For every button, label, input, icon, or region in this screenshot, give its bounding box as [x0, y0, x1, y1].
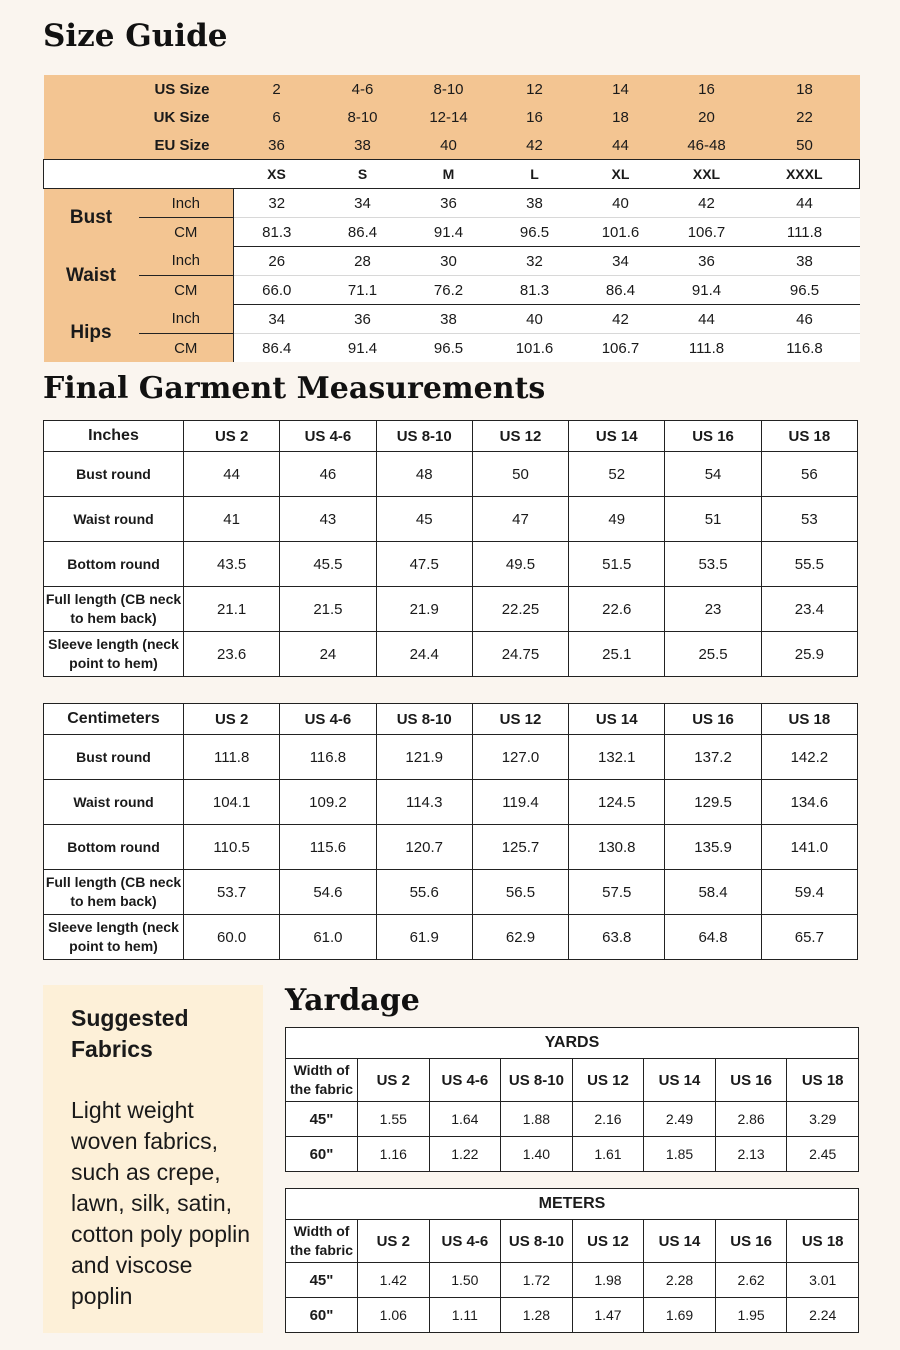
table-row [286, 1137, 859, 1172]
suggested-fabrics-title: Suggested Fabrics [71, 1005, 189, 1062]
size-header: US 14 [644, 1059, 716, 1102]
bust-inch-cell: 42 [664, 189, 750, 218]
value-cell: 127.0 [472, 735, 568, 780]
value-cell: 51.5 [569, 542, 665, 587]
bust-inch-cell: 36 [406, 189, 492, 218]
value-cell: 24 [280, 632, 376, 677]
row-label: Bottom round [44, 542, 184, 587]
value-cell: 2.86 [715, 1102, 787, 1137]
waist-inch-cell: 32 [492, 247, 578, 276]
us-size-cell: 14 [578, 75, 664, 103]
value-cell: 25.1 [569, 632, 665, 677]
hips-cm-cell: 86.4 [234, 334, 320, 363]
cm-unit-label: CM [139, 334, 234, 363]
bust-label: Bust [44, 189, 139, 247]
value-cell: 116.8 [280, 735, 376, 780]
yardage-title: Yardage [285, 983, 420, 1018]
value-cell: 1.16 [358, 1137, 430, 1172]
size-guide-table [43, 75, 860, 362]
size-header: US 4-6 [429, 1059, 501, 1102]
value-cell: 1.55 [358, 1102, 430, 1137]
value-cell: 1.42 [358, 1263, 430, 1298]
value-cell: 56.5 [472, 870, 568, 915]
value-cell: 56 [761, 452, 857, 497]
value-cell: 49 [569, 497, 665, 542]
value-cell: 124.5 [569, 780, 665, 825]
size-header: US 8-10 [376, 421, 472, 452]
value-cell: 58.4 [665, 870, 761, 915]
value-cell: 23.4 [761, 587, 857, 632]
value-cell: 1.22 [429, 1137, 501, 1172]
waist-cm-cell: 66.0 [234, 276, 320, 305]
uk-size-cell: 8-10 [320, 103, 406, 131]
us-size-cell: 8-10 [406, 75, 492, 103]
table-row [44, 870, 858, 915]
hips-inch-cell: 40 [492, 305, 578, 334]
bust-cm-cell: 91.4 [406, 218, 492, 247]
value-cell: 2.49 [644, 1102, 716, 1137]
us-size-cell: 4-6 [320, 75, 406, 103]
value-cell: 60.0 [184, 915, 280, 960]
letter-size-cell: XXXL [750, 160, 860, 189]
eu-size-cell: 46-48 [664, 131, 750, 160]
value-cell: 129.5 [665, 780, 761, 825]
value-cell: 23.6 [184, 632, 280, 677]
hips-cm-cell: 116.8 [750, 334, 860, 363]
size-header: US 2 [358, 1220, 430, 1263]
value-cell: 23 [665, 587, 761, 632]
width-of-fabric-label: Width of the fabric [286, 1220, 358, 1263]
value-cell: 3.01 [787, 1263, 859, 1298]
value-cell: 109.2 [280, 780, 376, 825]
size-header: US 18 [787, 1059, 859, 1102]
yards-caption-row [286, 1028, 859, 1059]
size-header: US 8-10 [501, 1059, 573, 1102]
value-cell: 43.5 [184, 542, 280, 587]
uk-size-cell: 16 [492, 103, 578, 131]
centimeters-label: Centimeters [44, 704, 184, 735]
value-cell: 2.62 [715, 1263, 787, 1298]
value-cell: 121.9 [376, 735, 472, 780]
bust-cm-cell: 86.4 [320, 218, 406, 247]
value-cell: 2.16 [572, 1102, 644, 1137]
letter-size-cell: S [320, 160, 406, 189]
hips-inch-cell: 34 [234, 305, 320, 334]
value-cell: 1.61 [572, 1137, 644, 1172]
meters-caption-row [286, 1189, 859, 1220]
value-cell: 45 [376, 497, 472, 542]
value-cell: 41 [184, 497, 280, 542]
uk-size-cell: 20 [664, 103, 750, 131]
uk-size-cell: 22 [750, 103, 860, 131]
hips-label: Hips [44, 305, 139, 363]
us-size-cell: 2 [234, 75, 320, 103]
us-size-cell: 18 [750, 75, 860, 103]
value-cell: 1.64 [429, 1102, 501, 1137]
waist-cm-cell: 81.3 [492, 276, 578, 305]
yards-header [286, 1059, 859, 1102]
garment-title: Final Garment Measurements [43, 371, 546, 406]
value-cell: 1.69 [644, 1298, 716, 1333]
waist-inch-cell: 38 [750, 247, 860, 276]
value-cell: 3.29 [787, 1102, 859, 1137]
fabric-width: 60" [286, 1298, 358, 1333]
table-row [44, 825, 858, 870]
hips-inch-cell: 36 [320, 305, 406, 334]
value-cell: 25.9 [761, 632, 857, 677]
value-cell: 104.1 [184, 780, 280, 825]
waist-inch-row [44, 247, 860, 276]
value-cell: 21.9 [376, 587, 472, 632]
garment-cm-table [43, 703, 858, 960]
bust-cm-cell: 106.7 [664, 218, 750, 247]
cm-unit-label: CM [139, 218, 234, 247]
value-cell: 1.50 [429, 1263, 501, 1298]
us-size-label: US Size [44, 75, 234, 103]
waist-cm-cell: 96.5 [750, 276, 860, 305]
value-cell: 24.75 [472, 632, 568, 677]
row-label: Full length (CB neck to hem back) [44, 587, 184, 632]
meters-table [285, 1188, 859, 1333]
letter-size-cell: L [492, 160, 578, 189]
value-cell: 54.6 [280, 870, 376, 915]
value-cell: 53.7 [184, 870, 280, 915]
value-cell: 114.3 [376, 780, 472, 825]
value-cell: 52 [569, 452, 665, 497]
value-cell: 1.95 [715, 1298, 787, 1333]
value-cell: 119.4 [472, 780, 568, 825]
value-cell: 25.5 [665, 632, 761, 677]
uk-size-label: UK Size [44, 103, 234, 131]
row-label: Waist round [44, 780, 184, 825]
value-cell: 141.0 [761, 825, 857, 870]
waist-cm-cell: 71.1 [320, 276, 406, 305]
size-header: US 4-6 [429, 1220, 501, 1263]
value-cell: 21.5 [280, 587, 376, 632]
value-cell: 59.4 [761, 870, 857, 915]
row-label: Bust round [44, 452, 184, 497]
eu-size-label: EU Size [44, 131, 234, 160]
value-cell: 55.6 [376, 870, 472, 915]
hips-cm-cell: 91.4 [320, 334, 406, 363]
fabric-width: 45" [286, 1263, 358, 1298]
us-size-cell: 16 [664, 75, 750, 103]
size-header: US 18 [787, 1220, 859, 1263]
row-label: Waist round [44, 497, 184, 542]
size-header: US 18 [761, 421, 857, 452]
size-header: US 12 [472, 421, 568, 452]
bust-inch-cell: 38 [492, 189, 578, 218]
table-row [44, 452, 858, 497]
suggested-fabrics-text: Light weight woven fabrics, such as crepe, lawn, silk, satin, cotton poly poplin and viscose poplin [71, 1097, 251, 1309]
value-cell: 57.5 [569, 870, 665, 915]
value-cell: 1.47 [572, 1298, 644, 1333]
letter-size-cell: XL [578, 160, 664, 189]
value-cell: 53.5 [665, 542, 761, 587]
size-header: US 12 [572, 1220, 644, 1263]
uk-size-cell: 18 [578, 103, 664, 131]
bust-inch-cell: 32 [234, 189, 320, 218]
waist-label: Waist [44, 247, 139, 305]
value-cell: 130.8 [569, 825, 665, 870]
value-cell: 49.5 [472, 542, 568, 587]
bust-cm-cell: 111.8 [750, 218, 860, 247]
bust-inch-row [44, 189, 860, 218]
yards-table [285, 1027, 859, 1172]
garment-inches-header [44, 421, 858, 452]
table-row [44, 915, 858, 960]
table-row [286, 1263, 859, 1298]
value-cell: 46 [280, 452, 376, 497]
us-size-cell: 12 [492, 75, 578, 103]
value-cell: 50 [472, 452, 568, 497]
hips-cm-cell: 106.7 [578, 334, 664, 363]
letter-size-cell: XXL [664, 160, 750, 189]
letter-size-row [44, 160, 860, 189]
value-cell: 64.8 [665, 915, 761, 960]
value-cell: 110.5 [184, 825, 280, 870]
size-header: US 14 [644, 1220, 716, 1263]
value-cell: 1.72 [501, 1263, 573, 1298]
value-cell: 1.88 [501, 1102, 573, 1137]
garment-inches-table [43, 420, 858, 677]
size-header: US 12 [472, 704, 568, 735]
size-header: US 2 [184, 421, 280, 452]
width-of-fabric-label: Width of the fabric [286, 1059, 358, 1102]
letter-size-cell: XS [234, 160, 320, 189]
row-label: Bust round [44, 735, 184, 780]
size-header: US 18 [761, 704, 857, 735]
value-cell: 21.1 [184, 587, 280, 632]
eu-size-row [44, 131, 860, 160]
value-cell: 2.45 [787, 1137, 859, 1172]
value-cell: 48 [376, 452, 472, 497]
value-cell: 47.5 [376, 542, 472, 587]
row-label: Sleeve length (neck point to hem) [44, 915, 184, 960]
eu-size-cell: 40 [406, 131, 492, 160]
size-header: US 16 [665, 421, 761, 452]
table-row [44, 780, 858, 825]
hips-cm-cell: 101.6 [492, 334, 578, 363]
waist-cm-cell: 86.4 [578, 276, 664, 305]
yards-caption: YARDS [286, 1028, 859, 1059]
value-cell: 142.2 [761, 735, 857, 780]
value-cell: 132.1 [569, 735, 665, 780]
hips-inch-cell: 38 [406, 305, 492, 334]
bust-cm-cell: 81.3 [234, 218, 320, 247]
waist-cm-row [44, 276, 860, 305]
bust-cm-row [44, 218, 860, 247]
hips-inch-cell: 46 [750, 305, 860, 334]
value-cell: 55.5 [761, 542, 857, 587]
value-cell: 63.8 [569, 915, 665, 960]
bust-inch-cell: 44 [750, 189, 860, 218]
waist-inch-cell: 36 [664, 247, 750, 276]
garment-cm-header [44, 704, 858, 735]
value-cell: 51 [665, 497, 761, 542]
hips-cm-row [44, 334, 860, 363]
eu-size-cell: 38 [320, 131, 406, 160]
value-cell: 61.9 [376, 915, 472, 960]
inches-label: Inches [44, 421, 184, 452]
inch-unit-label: Inch [139, 189, 234, 218]
value-cell: 1.98 [572, 1263, 644, 1298]
table-row [44, 587, 858, 632]
value-cell: 115.6 [280, 825, 376, 870]
row-label: Bottom round [44, 825, 184, 870]
hips-inch-cell: 44 [664, 305, 750, 334]
value-cell: 44 [184, 452, 280, 497]
fabric-width: 60" [286, 1137, 358, 1172]
inch-unit-label: Inch [139, 247, 234, 276]
waist-cm-cell: 76.2 [406, 276, 492, 305]
waist-inch-cell: 34 [578, 247, 664, 276]
waist-inch-cell: 28 [320, 247, 406, 276]
fabric-width: 45" [286, 1102, 358, 1137]
size-header: US 8-10 [501, 1220, 573, 1263]
size-header: US 12 [572, 1059, 644, 1102]
value-cell: 62.9 [472, 915, 568, 960]
eu-size-cell: 36 [234, 131, 320, 160]
value-cell: 54 [665, 452, 761, 497]
eu-size-cell: 42 [492, 131, 578, 160]
row-label: Sleeve length (neck point to hem) [44, 632, 184, 677]
size-header: US 2 [184, 704, 280, 735]
waist-inch-cell: 30 [406, 247, 492, 276]
value-cell: 135.9 [665, 825, 761, 870]
table-row [44, 735, 858, 780]
uk-size-row [44, 103, 860, 131]
size-guide-title: Size Guide [43, 18, 228, 54]
waist-cm-cell: 91.4 [664, 276, 750, 305]
value-cell: 47 [472, 497, 568, 542]
size-header: US 16 [665, 704, 761, 735]
value-cell: 22.6 [569, 587, 665, 632]
value-cell: 1.40 [501, 1137, 573, 1172]
value-cell: 22.25 [472, 587, 568, 632]
value-cell: 111.8 [184, 735, 280, 780]
size-header: US 14 [569, 421, 665, 452]
bust-cm-cell: 101.6 [578, 218, 664, 247]
value-cell: 2.13 [715, 1137, 787, 1172]
size-header: US 16 [715, 1220, 787, 1263]
meters-caption: METERS [286, 1189, 859, 1220]
cm-unit-label: CM [139, 276, 234, 305]
table-row [44, 497, 858, 542]
size-header: US 16 [715, 1059, 787, 1102]
bust-inch-cell: 40 [578, 189, 664, 218]
value-cell: 2.24 [787, 1298, 859, 1333]
us-size-row [44, 75, 860, 103]
suggested-fabrics-panel [43, 985, 263, 1333]
eu-size-cell: 44 [578, 131, 664, 160]
size-header: US 14 [569, 704, 665, 735]
table-row [286, 1298, 859, 1333]
value-cell: 120.7 [376, 825, 472, 870]
table-row [286, 1102, 859, 1137]
waist-inch-cell: 26 [234, 247, 320, 276]
value-cell: 53 [761, 497, 857, 542]
bust-cm-cell: 96.5 [492, 218, 578, 247]
size-header: US 4-6 [280, 704, 376, 735]
value-cell: 1.28 [501, 1298, 573, 1333]
value-cell: 1.06 [358, 1298, 430, 1333]
value-cell: 137.2 [665, 735, 761, 780]
row-label: Full length (CB neck to hem back) [44, 870, 184, 915]
value-cell: 65.7 [761, 915, 857, 960]
size-header: US 8-10 [376, 704, 472, 735]
size-header: US 2 [358, 1059, 430, 1102]
value-cell: 134.6 [761, 780, 857, 825]
value-cell: 1.85 [644, 1137, 716, 1172]
letter-size-corner [44, 160, 234, 189]
value-cell: 1.11 [429, 1298, 501, 1333]
table-row [44, 542, 858, 587]
value-cell: 43 [280, 497, 376, 542]
size-header: US 4-6 [280, 421, 376, 452]
hips-inch-row [44, 305, 860, 334]
bust-inch-cell: 34 [320, 189, 406, 218]
value-cell: 24.4 [376, 632, 472, 677]
value-cell: 125.7 [472, 825, 568, 870]
eu-size-cell: 50 [750, 131, 860, 160]
hips-inch-cell: 42 [578, 305, 664, 334]
hips-cm-cell: 96.5 [406, 334, 492, 363]
value-cell: 61.0 [280, 915, 376, 960]
uk-size-cell: 6 [234, 103, 320, 131]
value-cell: 45.5 [280, 542, 376, 587]
inch-unit-label: Inch [139, 305, 234, 334]
table-row [44, 632, 858, 677]
value-cell: 2.28 [644, 1263, 716, 1298]
hips-cm-cell: 111.8 [664, 334, 750, 363]
uk-size-cell: 12-14 [406, 103, 492, 131]
letter-size-cell: M [406, 160, 492, 189]
meters-header [286, 1220, 859, 1263]
